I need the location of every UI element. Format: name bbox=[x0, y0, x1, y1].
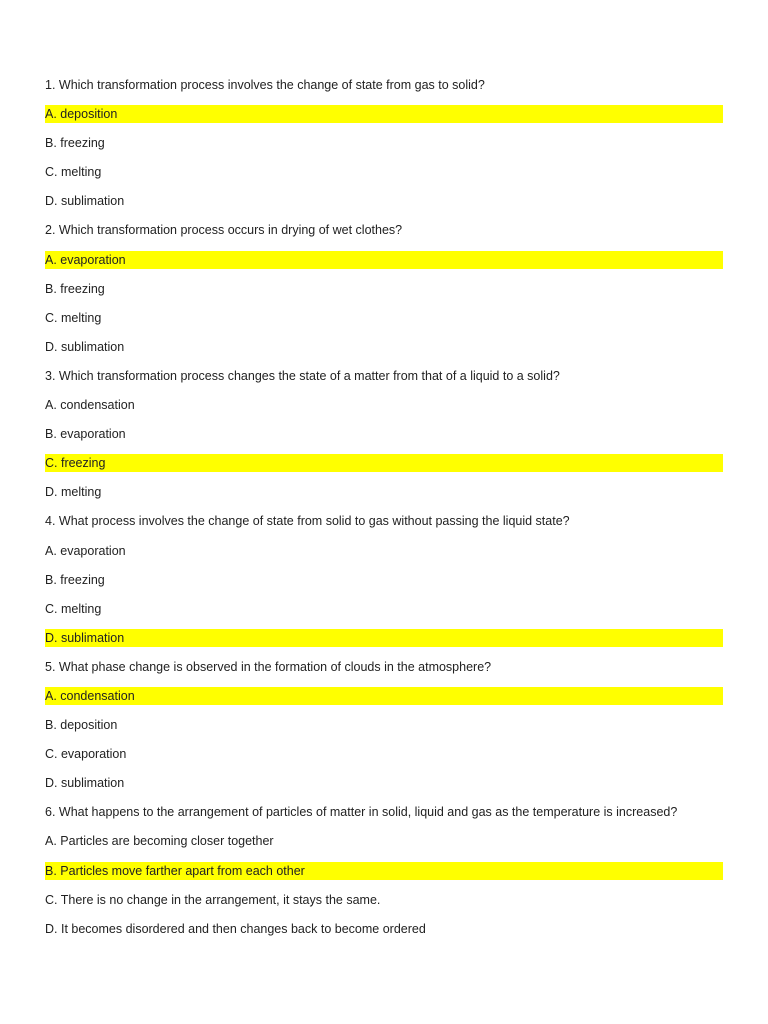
answer-option: D. sublimation bbox=[45, 194, 125, 209]
answer-option: A. condensation bbox=[45, 398, 135, 413]
question-text: 3. Which transformation process changes the state of a matter from that of a liquid to a solid? bbox=[45, 368, 560, 383]
answer-option: D. sublimation bbox=[45, 776, 125, 791]
highlighted-answer-option: B. Particles move farther apart from each other bbox=[45, 862, 723, 880]
answer-option: C. There is no change in the arrangement, it stays the same. bbox=[45, 892, 381, 907]
answer-option: D. It becomes disordered and then changes back to become ordered bbox=[45, 921, 426, 936]
question-text: 6. What happens to the arrangement of particles of matter in solid, liquid and gas as the temperature is increased? bbox=[45, 805, 678, 820]
answer-option: B. freezing bbox=[45, 281, 105, 296]
quiz-document bbox=[45, 76, 723, 949]
answer-option: B. freezing bbox=[45, 572, 105, 587]
highlighted-answer-option: A. condensation bbox=[45, 687, 723, 705]
highlighted-answer-option: D. sublimation bbox=[45, 629, 723, 647]
answer-option: B. evaporation bbox=[45, 427, 126, 442]
highlighted-answer-option: C. freezing bbox=[45, 454, 723, 472]
answer-option: C. melting bbox=[45, 165, 102, 180]
answer-option: B. freezing bbox=[45, 136, 105, 151]
answer-option: D. sublimation bbox=[45, 339, 125, 354]
question-text: 1. Which transformation process involves the change of state from gas to solid? bbox=[45, 78, 485, 92]
question-text: 5. What phase change is observed in the formation of clouds in the atmosphere? bbox=[45, 659, 492, 674]
highlighted-answer-option: A. evaporation bbox=[45, 251, 723, 269]
question-text: 4. What process involves the change of state from solid to gas without passing the liquid state? bbox=[45, 514, 570, 529]
answer-option: A. Particles are becoming closer together bbox=[45, 834, 274, 849]
answer-option: C. evaporation bbox=[45, 747, 127, 762]
answer-option: C. melting bbox=[45, 310, 102, 325]
answer-option: A. evaporation bbox=[45, 543, 126, 558]
question-text: 2. Which transformation process occurs in drying of wet clothes? bbox=[45, 223, 403, 238]
answer-option: D. melting bbox=[45, 485, 102, 500]
answer-option: C. melting bbox=[45, 601, 102, 616]
answer-option: B. deposition bbox=[45, 718, 118, 733]
highlighted-answer-option: A. deposition bbox=[45, 105, 723, 123]
